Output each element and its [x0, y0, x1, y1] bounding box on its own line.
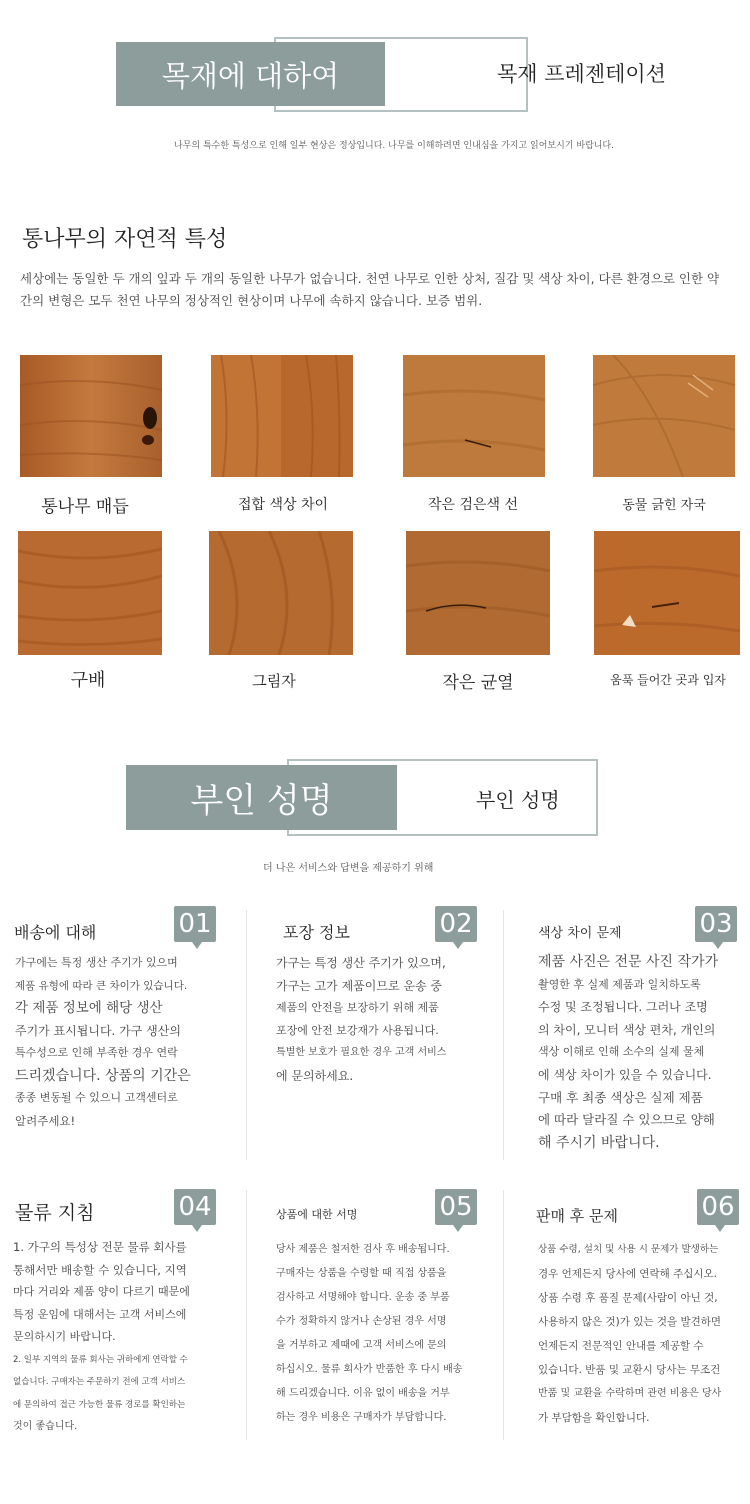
card-body-logistics	[13, 1236, 243, 1439]
card-line: 색상 이해로 인해 소수의 실제 물체	[538, 1045, 705, 1059]
card-line: 을 거부하고 제때에 고객 서비스에 문의	[276, 1340, 447, 1351]
card-number-03: 03	[695, 906, 737, 942]
gradient-image	[18, 531, 162, 655]
card-line: 상품 수령 후 품질 문제(사람이 아닌 것,	[538, 1292, 718, 1304]
card-line: 없습니다. 구매자는 주문하기 전에 고객 서비스	[13, 1377, 186, 1387]
card-line: 상품 수령, 설치 및 사용 시 문제가 발생하는	[538, 1244, 719, 1255]
wood-description: 세상에는 동일한 두 개의 잎과 두 개의 동일한 나무가 없습니다. 천연 나무로 인한 상처, 질감 및 색상 차이, 다른 환경으로 인한 약간의 변형은 모두 천연 나무의 정상적인 현상이며 나무에 속하지 않습니다. 보증 범위.	[20, 271, 720, 308]
wood-knot-image	[20, 355, 162, 477]
card-line: 드리겠습니다. 상품의 기간은	[15, 1067, 191, 1084]
card-body-after-sales	[538, 1238, 744, 1430]
section-note: 나무의 특수한 특성으로 인해 일부 현상은 정상입니다. 나무를 이해하려면 인내심을 가지고 읽어보시기 바랍니다.	[174, 141, 614, 151]
shadow-image	[209, 531, 353, 655]
card-body-color-diff	[538, 951, 744, 1154]
card-title-after-sales: 판매 후 문제	[536, 1207, 618, 1225]
card-line: 알려주세요!	[15, 1113, 76, 1128]
card-body-signing	[276, 1238, 498, 1430]
dent-grain-image	[594, 531, 740, 655]
column-divider-2	[503, 910, 504, 1160]
card-line: 사용하지 않은 것)가 있는 것을 발견하면	[538, 1316, 722, 1328]
disclaimer-side-title: 부인 성명	[476, 788, 560, 812]
card-line: 가구는 특정 생산 주기가 있으며,	[276, 956, 446, 970]
card-line: 종종 변동될 수 있으니 고객센터로	[15, 1091, 178, 1104]
card-body-shipping	[15, 952, 240, 1132]
card-line: 각 제품 정보에 해당 생산	[15, 1000, 163, 1016]
card-line: 주기가 표시됩니다. 가구 생산의	[15, 1023, 181, 1038]
card-line: 것이 좋습니다.	[13, 1421, 78, 1432]
caption-black-line: 작은 검은색 선	[427, 497, 519, 513]
card-line: 가구에는 특정 생산 주기가 있으며	[15, 956, 178, 969]
disclaimer-note: 더 나은 서비스와 답변을 제공하기 위해	[263, 863, 434, 874]
card-line: 수가 정확하지 않거나 손상된 경우 서명	[276, 1316, 447, 1327]
card-title-logistics: 물류 지침	[15, 1202, 95, 1224]
card-line: 에 문의하여 접근 가능한 물류 경로를 확인하는	[13, 1399, 186, 1410]
card-number-05: 05	[435, 1189, 477, 1225]
section-title-box	[116, 42, 385, 106]
card-line: 하십시오. 물류 회사가 반품한 후 다시 배송	[276, 1364, 463, 1375]
card-line: 에 따라 달라질 수 있으므로 양해	[538, 1112, 715, 1128]
caption-knot: 통나무 매듭	[41, 497, 129, 517]
caption-animal-scratch: 동물 긁힌 자국	[622, 498, 706, 513]
caption-gradient: 구배	[70, 670, 106, 691]
card-line: 문의하시기 바랍니다.	[13, 1330, 116, 1343]
card-number-06: 06	[697, 1189, 739, 1225]
card-line: 특별한 보호가 필요한 경우 고객 서비스	[276, 1047, 447, 1058]
caption-shadow: 그림자	[252, 672, 296, 690]
joint-color-image	[211, 355, 353, 477]
card-line: 특정 운임에 대해서는 고객 서비스에	[13, 1307, 187, 1321]
card-line: 2. 일부 지역의 물류 회사는 귀하에게 연락할 수	[13, 1354, 188, 1365]
card-line: 통해서만 배송할 수 있습니다, 지역	[13, 1262, 187, 1277]
card-line: 경우 언제든지 당사에 연락해 주십시오.	[538, 1268, 717, 1280]
card-title-color-diff: 색상 차이 문제	[538, 926, 622, 941]
caption-joint-color: 접합 색상 차이	[237, 497, 329, 513]
card-line: 반품 및 교환을 수락하며 관련 비용은 당사	[538, 1388, 722, 1399]
section-title: 목재에 대하여	[161, 58, 340, 93]
card-line: 에 색상 차이가 있을 수 있습니다.	[538, 1067, 712, 1082]
card-line: 해 드리겠습니다. 이유 없이 배송을 거부	[276, 1388, 450, 1399]
card-line: 가구는 고가 제품이므로 운송 중	[276, 978, 442, 993]
card-line: 특수성으로 인해 부족한 경우 연락	[15, 1046, 178, 1059]
column-divider-3	[246, 1190, 247, 1440]
card-line: 있습니다. 반품 및 교환시 당사는 무조건	[538, 1364, 721, 1376]
card-line: 의 차이, 모니터 색상 편차, 개인의	[538, 1022, 716, 1037]
card-line: 수정 및 조정됩니다. 그러나 조명	[538, 1000, 708, 1015]
caption-dent-grain: 움푹 들어간 곳과 입자	[610, 673, 726, 687]
card-number-01: 01	[174, 906, 216, 942]
card-line: 해 주시기 바랍니다.	[538, 1134, 660, 1151]
card-title-signing: 상품에 대한 서명	[276, 1208, 358, 1221]
card-line: 에 문의하세요.	[276, 1068, 354, 1083]
card-line: 1. 가구의 특성상 전문 물류 회사를	[13, 1240, 187, 1254]
disclaimer-title: 부인 성명	[190, 781, 333, 821]
card-number-02: 02	[435, 906, 477, 942]
card-title-packaging: 포장 정보	[283, 923, 350, 942]
caption-small-crack: 작은 균열	[442, 673, 514, 693]
column-divider-4	[503, 1190, 504, 1440]
card-line: 구매 후 최종 색상은 실제 제품	[538, 1089, 703, 1105]
section-side-title: 목재 프레젠테이션	[497, 62, 666, 86]
card-line: 촬영한 후 실제 제품과 일치하도록	[538, 977, 701, 991]
card-line: 가 부담함을 확인합니다.	[538, 1412, 650, 1424]
card-line: 제품 유형에 따라 큰 차이가 있습니다.	[15, 979, 188, 992]
card-number-04: 04	[174, 1189, 216, 1225]
card-line: 구매자는 상품을 수령할 때 직접 상품을	[276, 1268, 447, 1279]
card-line: 하는 경우 비용은 구매자가 부담합니다.	[276, 1412, 447, 1423]
card-line: 제품의 안전을 보장하기 위해 제품	[276, 1001, 439, 1014]
card-line: 검사하고 서명해야 합니다. 운송 중 부품	[276, 1292, 450, 1303]
card-line: 제품 사진은 전문 사진 작가가	[538, 954, 719, 970]
column-divider-1	[246, 910, 247, 1160]
card-line: 당사 제품은 철저한 검사 후 배송됩니다.	[276, 1244, 450, 1255]
card-title-shipping: 배송에 대해	[14, 923, 97, 942]
animal-scratch-image	[593, 355, 735, 477]
black-line-image	[403, 355, 545, 477]
small-crack-image	[406, 531, 550, 655]
card-line: 포장에 안전 보강재가 사용됩니다.	[276, 1023, 439, 1037]
card-line: 마다 거리와 제품 양이 다르기 때문에	[13, 1285, 190, 1298]
card-body-packaging	[276, 952, 498, 1087]
disclaimer-title-box	[126, 765, 397, 830]
wood-title: 통나무의 자연적 특성	[22, 227, 228, 252]
card-line: 언제든지 전문적인 안내를 제공할 수	[538, 1340, 704, 1352]
